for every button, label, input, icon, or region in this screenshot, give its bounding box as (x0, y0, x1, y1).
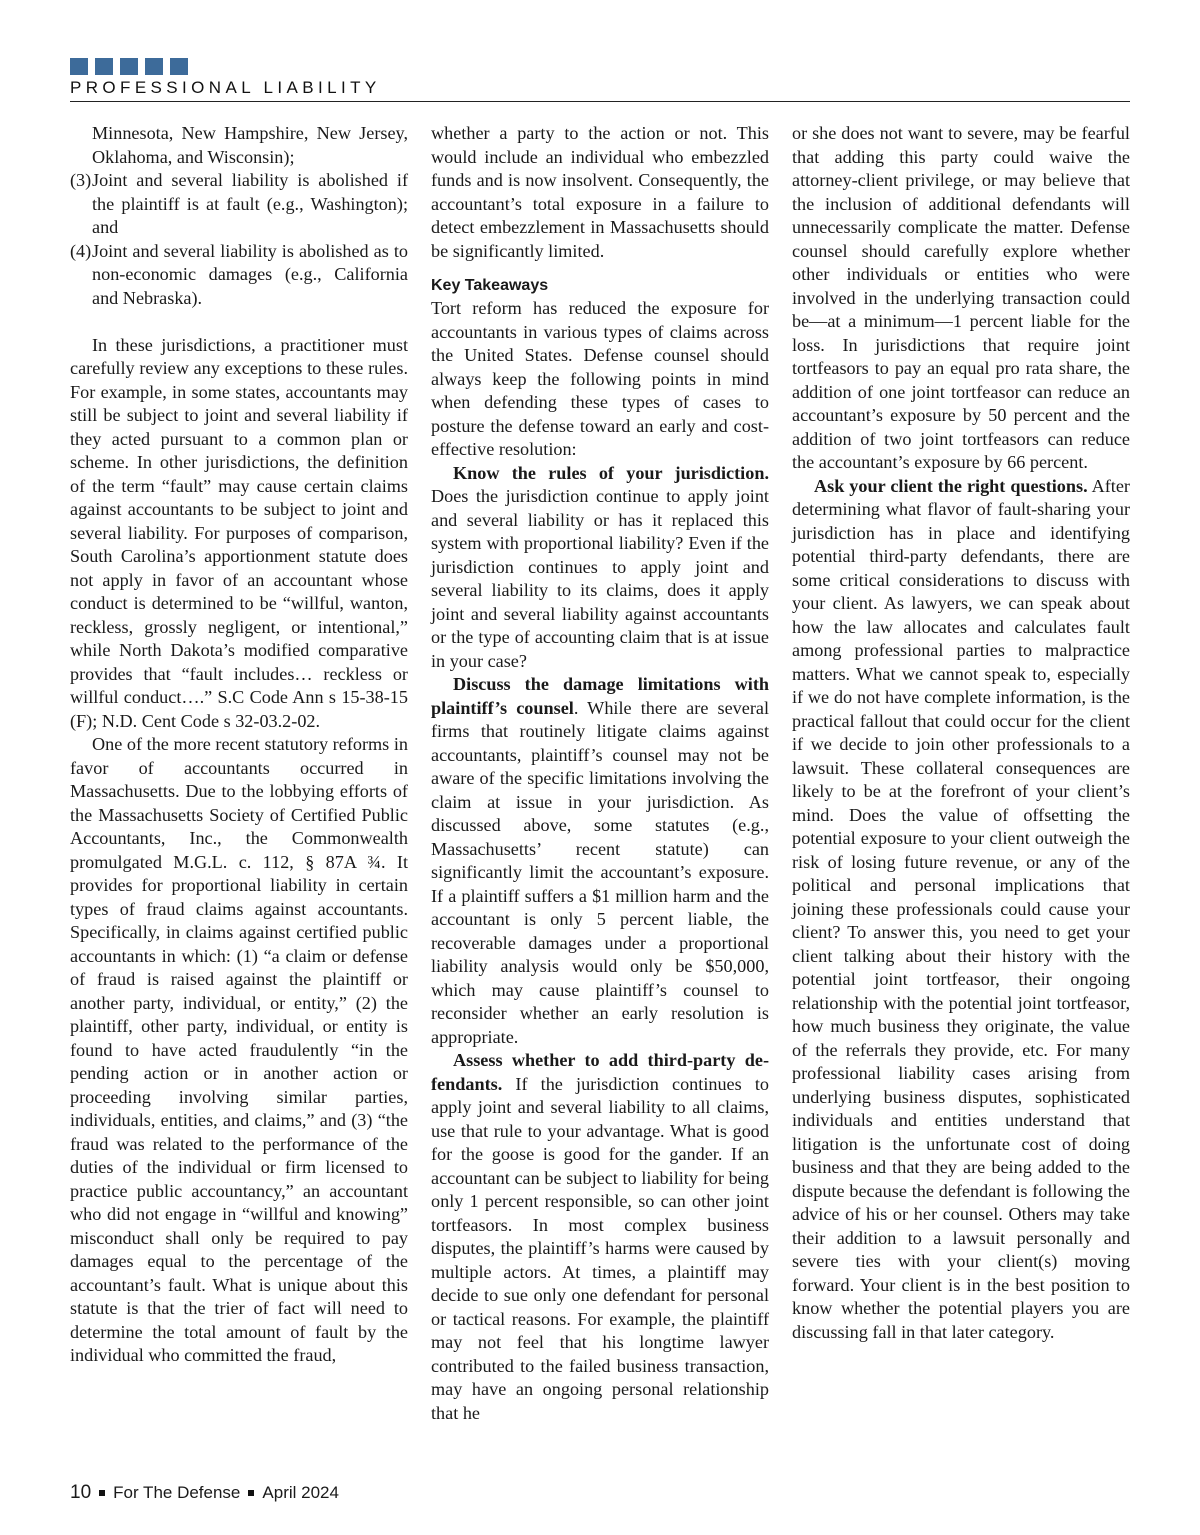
header-square (145, 58, 163, 75)
takeaway-paragraph (792, 475, 1130, 1345)
column-1 (70, 122, 408, 1368)
list-text: Joint and several liability is abolished if the plaintiff is at fault (e.g., Washington); and (92, 170, 408, 237)
section-heading: Key Takeaways (431, 277, 549, 294)
takeaway-text: . While there are several firms that routinely litigate claims against accountants, plaintiff’s counsel may not be aware of the specific limitations involving the claim at issue in your jurisdiction. As discussed above, some statutes (e.g., Massachusetts’ recent statute) can significantly limit the accountant’s exposure. If a plaintiff suffers a $1 million harm and the accountant is only 5 percent liable, the recoverable damages under a proportional liability analysis would only be $50,000, which may cause plaintiff’s counsel to reconsider whether an early resolution is appropriate. (431, 697, 769, 1047)
header-rule (70, 101, 1130, 102)
list-number: (4) (70, 240, 92, 261)
list-text: Joint and several liability is abolished as to non-economic damages (e.g., California and Nebraska). (92, 240, 408, 308)
header-squares (70, 58, 188, 75)
paragraph-gap (70, 310, 408, 334)
header-square (95, 58, 113, 75)
takeaway-text: After determining what flavor of fault-sharing your jurisdiction has in place and identifying potential third-party defendants, there are some critical considerations to discuss with your client. As lawyers, we can speak about how the law allocates and calculates fault among professional parties to malpractice matters. What we cannot speak to, especially if we do not have complete information, is the practical fallout that could occur for the client if we decide to join other professionals to a lawsuit. These collateral consequences are likely to be at the forefront of your client’s mind. Does the value of offsetting the potential exposure to your client outweigh the risk of losing future revenue, or any of the political and personal implications that joining these professionals could cause your client? To answer this, you need to get your client talking about their history with the potential joint tortfeasor, their ongoing relationship with the potential joint tortfeasor, how much business they originate, the value of the referrals they provide, etc. For many professional liability cases arising from underlying business disputes, sophisticated individuals and entities understand that litigation is the unfortunate cost of doing business and that they are being added to the dispute because the defendant is following the advice of his or her counsel. Others may take their addition to a lawsuit personally and severe ties with your client(s) moving forward. Your client is in the best position to know whether the potential players you are discussing fall in that later category. (792, 475, 1130, 1342)
bullet-separator (248, 1490, 254, 1496)
header-square (120, 58, 138, 75)
takeaway-lead: Assess whether to add third-party defendants. (431, 1050, 769, 1094)
paragraph: In these jurisdictions, a practitioner must carefully review any exceptions to these rules. For example, in some states, accountants may still be subject to joint and several liability if they acted pursuant to a common plan or scheme. In other jurisdictions, the definition of the term “fault” may cause certain claims against accountants to be subject to joint and several liability. For purposes of comparison, South Carolina’s apportionment statute does not apply in favor of an accountant whose conduct is determined to be “willful, wanton, reckless, grossly negligent, or intentional,” while North Dakota’s modified comparative provides that “fault includes… reckless or willful conduct….” S.C Code Ann s 15-38-15 (F); N.D. Cent Code s 32-03.2-02. (70, 334, 408, 731)
issue-date: April 2024 (262, 1483, 339, 1502)
takeaway-text: Does the jurisdiction continue to apply joint and several liability or has it replaced this system with proportional liability? Even if the jurisdiction continues to apply joint and several liability to its claims, does it apply joint and several liability against accountants or the type of accounting claim that is at issue in your case? (431, 486, 769, 671)
paragraph: whether a party to the action or not. This would include an individual who embezzled funds and is now insolvent. Consequently, the accountant’s total exposure in a failure to detect embezzlement in Massachusetts should be significantly limited. (431, 123, 769, 261)
takeaway-lead: Know the rules of your jurisdiction. (453, 462, 769, 483)
takeaway-paragraph (431, 462, 769, 674)
takeaway-text: If the jurisdiction continues to apply joint and several liability to all claims, use that rule to your advantage. What is good for the goose is good for the gander. If an accountant can be subject to liability for being only 1 percent responsible, so can other joint tortfeasors. In most complex business disputes, the plaintiff’s harms were caused by multiple actors. At times, a plaintiff may decide to sue only one defendant for personal or tactical reasons. For example, the plaintiff may not feel that his longtime lawyer contributed to the failed business transaction, may have an ongoing personal relationship that he (431, 1073, 769, 1423)
paragraph: Tort reform has reduced the exposure for accountants in various types of claims across the United States. Defense counsel should always keep the following points in mind when defending these types of cases to posture the defense toward an early and cost-effective resolution: (431, 298, 769, 459)
list-item-3 (70, 169, 408, 240)
header-square (170, 58, 188, 75)
section-label: PROFESSIONAL LIABILITY (70, 78, 381, 97)
bullet-separator (99, 1490, 105, 1496)
column-2 (431, 122, 769, 1425)
paragraph: or she does not want to severe, may be fearful that adding this party could waive the attorney-client privilege, or may believe that the inclusion of additional defendants will unnecessarily complicate the matter. Defense counsel should carefully explore whether other individuals or entities who were involved in the underlying transaction could be—at a minimum—1 percent liable for the loss. In jurisdictions that require joint tortfeasors to pay an equal pro rata share, the addition of one joint tortfeasor can reduce an accountant’s exposure by 50 percent and the addition of two joint tortfeasors can reduce the accountant’s exposure by 66 percent. (792, 123, 1130, 472)
column-3 (792, 122, 1130, 1344)
page-number: 10 (70, 1482, 92, 1503)
paragraph: One of the more recent statutory reforms in favor of accountants occurred in Massachusetts. Due to the lobbying efforts of the Massachusetts Society of Certified Public Accountants, Inc., the Commonwealth promulgated M.G.L. c. 112, § 87A ¾. It provides for proportional liability in certain types of fraud claims against accountants. Specifically, in claims against certified public accountants in which: (1) “a claim or defense of fraud is raised against the plaintiff or another party, individual, or entity,” (2) the plaintiff, other party, individual, or entity is found to have acted fraudulently “in the pending action or in another action or proceeding involving similar parties, individuals, entities, and claims,” and (3) “the fraud was related to the performance of the duties of the individual or firm licensed to practice public accountancy,” an accountant who did not engage in “willful and knowing” misconduct shall only be required to pay damages equal to the percentage of the accountant’s fault. What is unique about this statute is that the trier of fact will need to determine the total amount of fault by the individual who committed the fraud, (70, 734, 408, 1365)
publication-name: For The Defense (113, 1483, 241, 1502)
header-square (70, 58, 88, 75)
takeaway-lead: Ask your client the right questions. (814, 475, 1088, 496)
takeaway-paragraph (431, 673, 769, 1049)
list-continuation: Minnesota, New Hampshire, New Jersey, Oklahoma, and Wisconsin); (92, 123, 408, 167)
page-footer (70, 1482, 339, 1504)
list-number: (3) (70, 170, 92, 190)
takeaway-paragraph (431, 1049, 769, 1425)
list-item-4 (70, 240, 408, 311)
takeaway-lead: Discuss the damage limitations with plaintiff’s counsel (431, 674, 769, 718)
